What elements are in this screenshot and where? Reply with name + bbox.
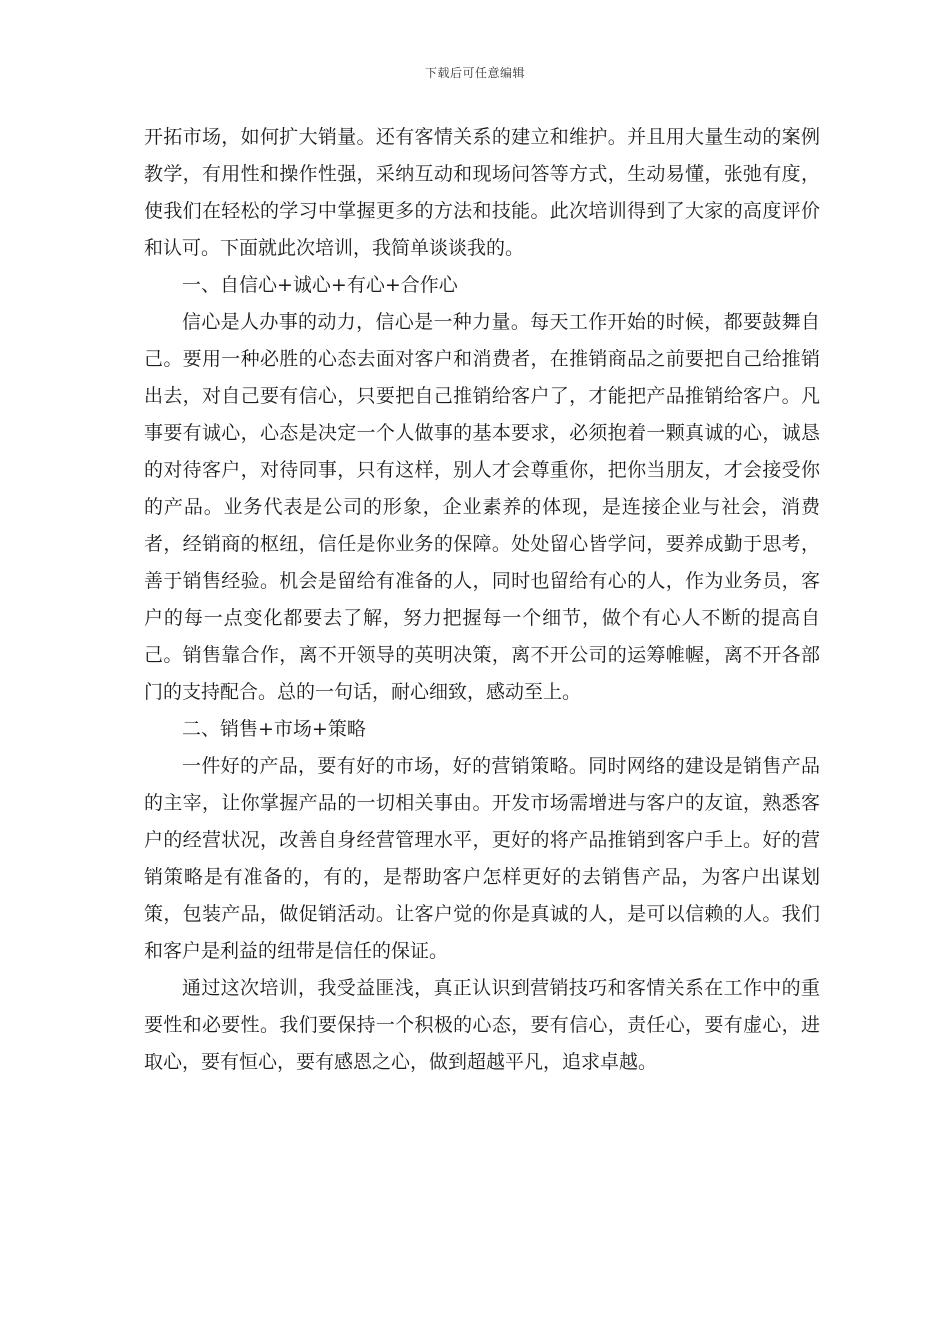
paragraph-intro-continuation: 开拓市场，如何扩大销量。还有客情关系的建立和维护。并且用大量生动的案例教学，有用性和操作性强，采纳互动和现场问答等方式，生动易懂，张弛有度，使我们在轻松的学习中掌握更多的方法和技能。此次培训得到了大家的高度评价和认可。下面就此次培训，我简单谈谈我的。 — [144, 126, 820, 259]
paragraph-conclusion: 通过这次培训，我受益匪浅，真正认识到营销技巧和客情关系在工作中的重要性和必要性。我们要保持一个积极的心态，要有信心，责任心，要有虚心，进取心，要有恒心，要有感恩之心，做到超越平凡，追求卓越。 — [144, 977, 820, 1073]
section-heading-2: 二、销售+市场+策略 — [182, 718, 366, 740]
paragraph-marketing: 一件好的产品，要有好的市场，好的营销策略。同时网络的建设是销售产品的主宰，让你掌握产品的一切相关事由。开发市场需增进与客户的友谊，熟悉客户的经营状况，改善自身经营管理水平，更好的将产品推销到客户手上。好的营销策略是有准备的，有的，是帮助客户怎样更好的去销售产品，为客户出谋划策，包装产品，做促销活动。让客户觉的你是真诚的人，是可以信赖的人。我们和客户是利益的纽带是信任的保证。 — [144, 755, 820, 962]
paragraph-confidence: 信心是人办事的动力，信心是一种力量。每天工作开始的时候，都要鼓舞自己。要用一种必胜的心态去面对客户和消费者，在推销商品之前要把自己给推销出去，对自己要有信心，只要把自己推销给客户了，才能把产品推销给客户。凡事要有诚心，心态是决定一个人做事的基本要求，必须抱着一颗真诚的心，诚恳的对待客户，对待同事，只有这样，别人才会尊重你，把你当朋友，才会接受你的产品。业务代表是公司的形象，企业素养的体现，是连接企业与社会，消费者，经销商的枢纽，信任是你业务的保障。处处留心皆学问，要养成勤于思考，善于销售经验。机会是留给有准备的人，同时也留给有心的人，作为业务员，客户的每一点变化都要去了解，努力把握每一个细节，做个有心人不断的提高自己。销售靠合作，离不开领导的英明决策，离不开公司的运筹帷幄，离不开各部门的支持配合。总的一句话，耐心细致，感动至上。 — [144, 311, 820, 703]
section-heading-1: 一、自信心+诚心+有心+合作心 — [182, 274, 458, 296]
page-header: 下载后可任意编辑 — [424, 66, 525, 80]
document-body — [144, 119, 820, 1081]
